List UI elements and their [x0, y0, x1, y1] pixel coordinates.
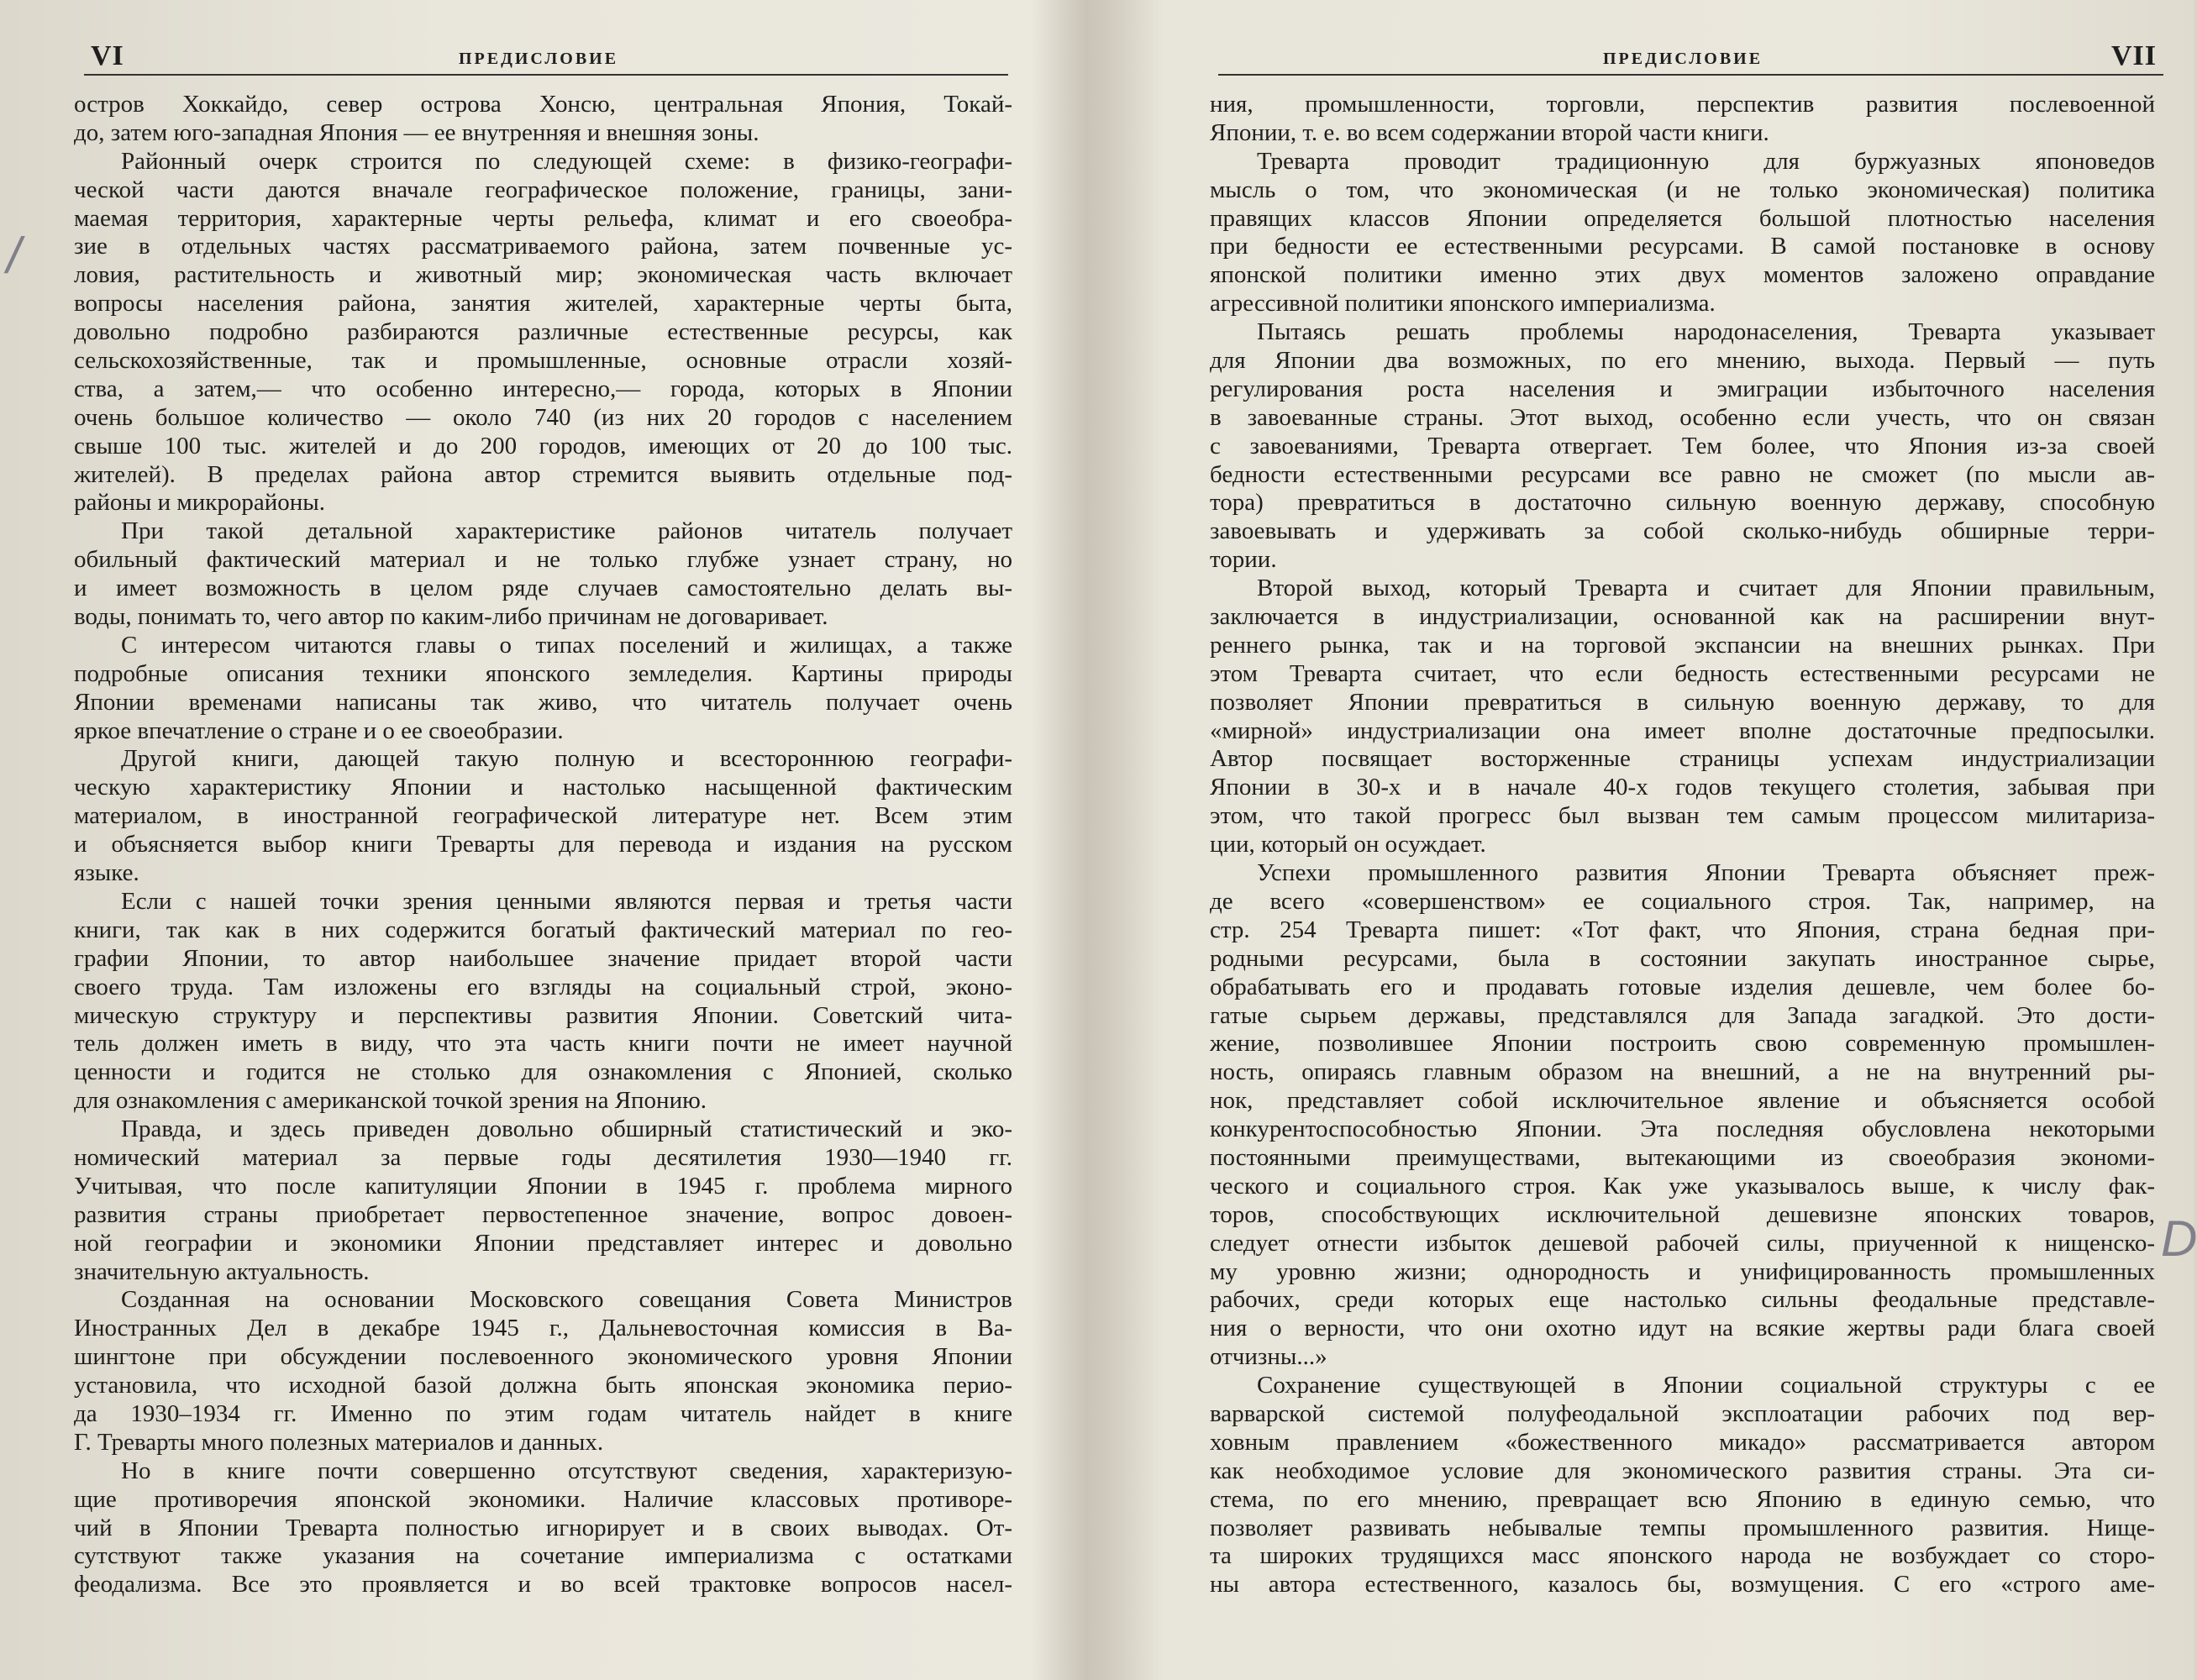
text-line: позволяет Японии превратиться в сильную военную державу, то для	[1210, 688, 2155, 716]
text-line: для ознакомления с американской точкой зрения на Японию.	[74, 1087, 707, 1115]
text-line: этом, что такой прогресс был вызван тем самым процессом милитариза-	[1210, 802, 2155, 830]
text-line: очень большое количество — около 740 (из них 20 городов с населением	[74, 403, 1012, 431]
text-line: С интересом читаются главы о типах поселений и жилищах, а также	[121, 631, 1012, 659]
text-line: развития страны приобретает первостепенное значение, вопрос довоен-	[74, 1200, 1012, 1228]
text-line: Учитывая, что после капитуляции Японии в 1945 г. проблема мирного	[74, 1172, 1012, 1200]
text-line: ния о верности, что они охотно идут на всякие жертвы ради блага своей	[1210, 1315, 2155, 1342]
text-line: торов, способствующих исключительной дешевизне японских товаров,	[1210, 1200, 2155, 1228]
text-line: мысль о том, что экономическая (и не только экономическая) политика	[1210, 176, 2155, 203]
text-line: с завоеваниями, Треварта отвергает. Тем более, что Япония из-за своей	[1210, 432, 2155, 459]
text-line: ния, промышленности, торговли, перспектив развития послевоенной	[1210, 91, 2155, 118]
text-line: му уровню жизни; однородность и унифицированность промышленных	[1210, 1257, 2155, 1285]
text-line: номический материал за первые годы десятилетия 1930—1940 гг.	[74, 1143, 1012, 1171]
text-line: Успехи промышленного развития Японии Треварта объясняет преж-	[1257, 859, 2155, 887]
text-line: Автор посвящает восторженные страницы успехам индустриализации	[1210, 745, 2155, 773]
text-line: обильный фактический материал и не только глубже узнает страну, но	[74, 546, 1012, 574]
text-line: Треварта проводит традиционную для буржуазных японоведов	[1257, 147, 2155, 175]
text-line: ческого и социального строя. Как уже указывалось выше, к числу фак-	[1210, 1172, 2155, 1200]
left-running-title: ПРЕДИСЛОВИЕ	[459, 50, 619, 68]
text-line: Второй выход, который Треварта и считает для Японии правильным,	[1257, 575, 2155, 602]
text-line: де всего «совершенством» ее социального строя. Так, например, на	[1210, 887, 2155, 915]
text-line: японской политики именно этих двух моментов заложено оправдание	[1210, 261, 2155, 289]
text-line: обрабатывать его и продавать готовые изделия дешевле, чем более бо-	[1210, 973, 2155, 1000]
text-line: ценности и годится не столько для ознакомления с Японией, сколько	[74, 1058, 1012, 1086]
text-line: Японии временами написаны так живо, что читатель получает очень	[74, 688, 1012, 716]
text-line: сутствуют также указания на сочетание империализма с остатками	[74, 1542, 1012, 1570]
text-line: подробные описания техники японского земледелия. Картины природы	[74, 659, 1012, 687]
pencil-mark: D	[2161, 1210, 2197, 1267]
text-line: заключается в индустриализации, основанной как на расширении внут-	[1210, 603, 2155, 631]
right-page-header	[1218, 40, 2163, 82]
text-line: Японии в 30-х и в начале 40-х годов текущего столетия, забывая при	[1210, 774, 2155, 801]
text-line: гатые сырьем державы, представлялся для Запада загадкой. Это дости-	[1210, 1001, 2155, 1029]
text-line: стема, по его мнению, превращает всю Японию в единую семью, что	[1210, 1485, 2155, 1513]
right-page-text	[1210, 91, 2155, 1599]
text-line: агрессивной политики японского империализма.	[1210, 290, 1716, 318]
text-line: ны автора естественного, казалось бы, возмущения. С его «строго аме-	[1210, 1571, 2155, 1599]
text-line: Другой книги, дающей такую полную и всестороннюю географи-	[121, 745, 1012, 773]
text-line: установила, что исходной базой должна быть японская экономика перио-	[74, 1372, 1012, 1399]
text-line: зие в отдельных частях рассматриваемого района, затем почвенные ус-	[74, 233, 1012, 260]
text-line: позволяет развивать небывалые темпы промышленного развития. Нище-	[1210, 1514, 2155, 1541]
text-line: Районный очерк строится по следующей схеме: в физико-географи-	[121, 147, 1012, 175]
text-line: тора) превратиться в достаточно сильную военную державу, способную	[1210, 489, 2155, 517]
text-line: Сохранение существующей в Японии социальной структуры с ее	[1257, 1372, 2155, 1399]
text-line: графии Японии, то автор наибольшее значение придает второй части	[74, 944, 1012, 972]
text-line: та широких трудящихся масс японского народа не возбуждает со сторо-	[1210, 1542, 2155, 1570]
text-line: отчизны...»	[1210, 1343, 1327, 1371]
text-line: до, затем юго-западная Япония — ее внутренняя и внешняя зоны.	[74, 118, 759, 146]
header-rule	[84, 74, 1008, 76]
text-line: бедности естественными ресурсами все равно не сможет (по мысли ав-	[1210, 460, 2155, 488]
text-line: маемая территория, характерные черты рельефа, климат и его своеобра-	[74, 204, 1012, 232]
text-line: как необходимое условие для экономического развития страны. Эта си-	[1210, 1457, 2155, 1484]
text-line: ность, опираясь главным образом на внешний, а не на внутренний ры-	[1210, 1058, 2155, 1086]
text-line: конкурентоспособностью Японии. Эта последняя обусловлена некоторыми	[1210, 1116, 2155, 1143]
text-line: сельскохозяйственные, так и промышленные, основные отрасли хозяй-	[74, 347, 1012, 375]
text-line: значительную актуальность.	[74, 1257, 370, 1285]
text-line: регулирования роста населения и эмиграции избыточного населения	[1210, 375, 2155, 402]
text-line: шингтоне при обсуждении послевоенного экономического уровня Японии	[74, 1343, 1012, 1371]
left-page-text	[74, 91, 1012, 1599]
text-line: Пытаясь решать проблемы народонаселения, Треварта указывает	[1257, 318, 2155, 346]
text-line: остров Хоккайдо, север острова Хонсю, центральная Япония, Токай-	[74, 91, 1012, 118]
text-line: правящих классов Японии определяется большой плотностью населения	[1210, 204, 2155, 232]
text-line: яркое впечатление о стране и о ее своеобразии.	[74, 717, 564, 744]
text-line: следует отнести избыток дешевой рабочей силы, приученной к нищенско-	[1210, 1229, 2155, 1257]
text-line: и объясняется выбор книги Треварты для перевода и издания на русском	[74, 831, 1012, 858]
text-line: ческой части даются вначале географическое положение, границы, зани-	[74, 176, 1012, 203]
left-page-number: VI	[91, 40, 124, 71]
text-line: жителей). В пределах района автор стремится выявить отдельные под-	[74, 460, 1012, 488]
text-line: районы и микрорайоны.	[74, 489, 326, 517]
text-line: материалом, в иностранной географической литературе нет. Всем этим	[74, 802, 1012, 830]
text-line: вопросы населения района, занятия жителей, характерные черты быта,	[74, 290, 1012, 318]
text-line: завоевывать и удерживать за собой сколько-нибудь обширные терри-	[1210, 517, 2155, 545]
text-line: ховным правлением «божественного микадо» рассматривается автором	[1210, 1428, 2155, 1456]
text-line: чий в Японии Треварта полностью игнорирует и в своих выводах. От-	[74, 1514, 1012, 1541]
text-line: и имеет возможность в целом ряде случаев самостоятельно делать вы-	[74, 575, 1012, 602]
text-line: тель должен иметь в виду, что эта часть книги почти не имеет научной	[74, 1030, 1012, 1058]
right-running-title: ПРЕДИСЛОВИЕ	[1603, 50, 1763, 68]
text-line: ловия, растительность и животный мир; экономическая часть включает	[74, 261, 1012, 289]
text-line: ной географии и экономики Японии представляет интерес и довольно	[74, 1229, 1012, 1257]
text-line: этом Треварта считает, что если бедность естественными ресурсами не	[1210, 659, 2155, 687]
text-line: постоянными преимуществами, вытекающими из своеобразия экономи-	[1210, 1143, 2155, 1171]
text-line: При такой детальной характеристике районов читатель получает	[121, 517, 1012, 545]
header-rule	[1218, 74, 2163, 76]
text-line: варварской системой полуфеодальной эксплоатации рабочих под вер-	[1210, 1399, 2155, 1427]
right-page	[1109, 0, 2197, 1680]
text-line: при бедности ее естественными ресурсами. В самой постановке в основу	[1210, 233, 2155, 260]
text-line: нок, представляет собой исключительное явление и объясняется особой	[1210, 1087, 2155, 1115]
text-line: стр. 254 Треварта пишет: «Тот факт, что Япония, страна бедная при-	[1210, 916, 2155, 943]
text-line: родными ресурсами, была в состоянии закупать иностранное сырье,	[1210, 944, 2155, 972]
text-line: рабочих, среди которых еще настолько сильны феодальные представле-	[1210, 1286, 2155, 1314]
text-line: феодализма. Все это проявляется и во всей трактовке вопросов насел-	[74, 1571, 1012, 1599]
text-line: книги, так как в них содержится богатый фактический материал по гео-	[74, 916, 1012, 943]
text-line: ции, который он осуждает.	[1210, 831, 1486, 858]
text-line: для Японии два возможных, по его мнению, выхода. Первый — путь	[1210, 347, 2155, 375]
text-line: щие противоречия японской экономики. Наличие классовых противоре-	[74, 1485, 1012, 1513]
text-line: реннего рынка, так и на торговой экспансии на внешних рынках. При	[1210, 631, 2155, 659]
text-line: тории.	[1210, 546, 1277, 574]
text-line: Иностранных Дел в декабре 1945 г., Дальневосточная комиссия в Ва-	[74, 1315, 1012, 1342]
text-line: Но в книге почти совершенно отсутствуют сведения, характеризую-	[121, 1457, 1012, 1484]
right-page-number: VII	[2110, 40, 2157, 71]
text-line: Японии, т. е. во всем содержании второй части книги.	[1210, 118, 1769, 146]
text-line: Созданная на основании Московского совещания Совета Министров	[121, 1286, 1012, 1314]
text-line: воды, понимать то, чего автор по каким-либо причинам не договаривает.	[74, 603, 828, 631]
left-page-header	[84, 40, 1008, 82]
text-line: в завоеванные страны. Этот выход, особенно если учесть, что он связан	[1210, 403, 2155, 431]
text-line: мическую структуру и перспективы развития Японии. Советский чита-	[74, 1001, 1012, 1029]
text-line: ческую характеристику Японии и настолько насыщенной фактическим	[74, 774, 1012, 801]
left-page	[0, 0, 1084, 1680]
text-line: да 1930–1934 гг. Именно по этим годам читатель найдет в книге	[74, 1399, 1012, 1427]
text-line: «мирной» индустриализации она имеет вполне достаточные предпосылки.	[1210, 717, 2155, 744]
text-line: свыше 100 тыс. жителей и до 200 городов, имеющих от 20 до 100 тыс.	[74, 432, 1012, 459]
text-line: довольно подробно разбираются различные естественные ресурсы, как	[74, 318, 1012, 346]
text-line: Если с нашей точки зрения ценными являются первая и третья части	[121, 887, 1012, 915]
text-line: Г. Треварты много полезных материалов и данных.	[74, 1428, 604, 1456]
text-line: жение, позволившее Японии построить свою современную промышлен-	[1210, 1030, 2155, 1058]
text-line: ства, а затем,— что особенно интересно,— города, которых в Японии	[74, 375, 1012, 402]
text-line: своего труда. Там изложены его взгляды на социальный строй, эконо-	[74, 973, 1012, 1000]
pencil-mark: /	[7, 228, 21, 284]
text-line: Правда, и здесь приведен довольно обширный статистический и эко-	[121, 1116, 1012, 1143]
text-line: языке.	[74, 859, 139, 887]
